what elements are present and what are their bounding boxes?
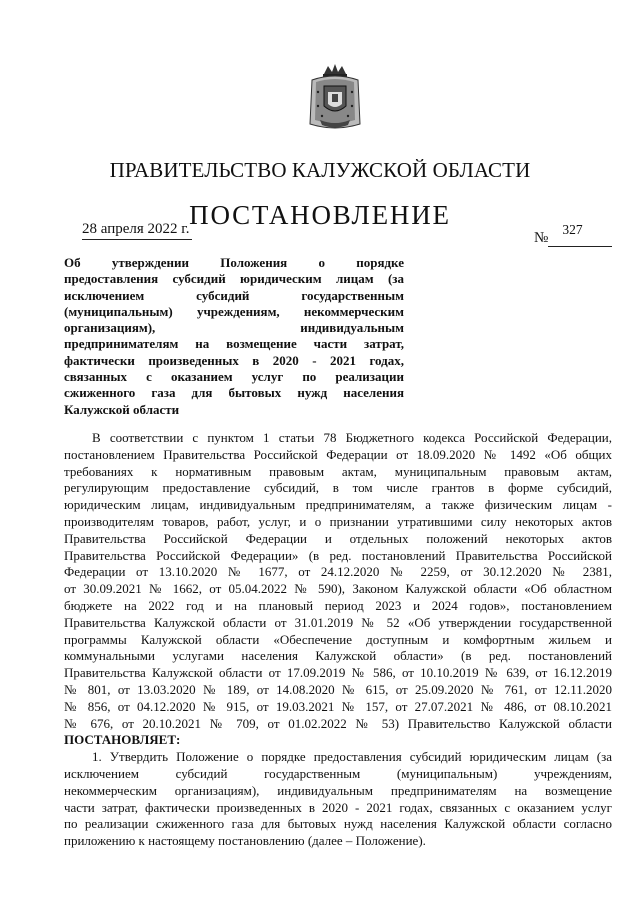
body-line: Правительства Калужской области от 31.01.2019 № 52 «Об утверждении государственной xyxy=(64,614,612,630)
body-line: коммунальными услугами населения Калужской области» (в ред. постановлений xyxy=(64,648,612,664)
coat-of-arms-emblem xyxy=(304,62,366,132)
subject-line: предоставления субсидий юридическим лицам (за xyxy=(64,271,404,287)
body-line: юридическим лицам, индивидуальным предпринимателям, а также физическим лицам - xyxy=(64,497,612,513)
document-date: 28 апреля 2022 г. xyxy=(82,221,192,240)
subject-line: Об утверждении Положения о порядке xyxy=(64,255,404,270)
body-line: № 856, от 04.12.2020 № 915, от 19.03.2021 № 157, от 27.07.2021 № 486, от 08.10.2021 xyxy=(64,698,612,714)
body-line: Правительства Российской Федерации» (в ред. постановлений Правительства Российской xyxy=(64,547,612,563)
item1-line: 1. Утвердить Положение о порядке предоставления субсидий юридическим лицам (за xyxy=(92,749,612,765)
document-number xyxy=(534,222,612,247)
subject-line: исключением субсидий государственным xyxy=(64,287,404,303)
number-value: 327 xyxy=(562,222,583,237)
document-type-title: ПОСТАНОВЛЕНИЕ xyxy=(189,200,451,230)
subject-line: Калужской области xyxy=(64,401,180,417)
body-line: Правительства Калужской области от 17.09.2019 № 586, от 10.10.2019 № 639, от 16.12.2019 xyxy=(64,665,612,681)
preamble-text xyxy=(64,430,612,850)
subject-line: организациям), индивидуальным xyxy=(64,320,404,336)
item1-line: исключением субсидий государственным (муниципальным) учреждениям, xyxy=(64,765,612,781)
body-line: регулирующим предоставление субсидий, в том числе грантов в форме субсидий, xyxy=(64,480,612,496)
body-line: Правительства Российской Федерации и отдельных положений некоторых актов xyxy=(64,530,612,546)
body-line: Федерации от 13.10.2020 № 1677, от 24.12.2020 № 2259, от 30.12.2020 № 2381, xyxy=(64,564,612,580)
item1-line: некоммерческим организациям), индивидуальным предпринимателям на возмещение xyxy=(64,782,612,798)
government-title: ПРАВИТЕЛЬСТВО КАЛУЖСКОЙ ОБЛАСТИ xyxy=(109,158,531,182)
body-line: бюджете на 2022 год и на плановый период 2023 и 2024 годов», постановлением xyxy=(64,597,612,613)
body-line: от 30.09.2021 № 1662, от 05.04.2022 № 590), Законом Калужской области «Об областном xyxy=(64,581,612,597)
subject-line: (муниципальным) учреждениям, некоммерческим xyxy=(64,303,404,319)
subject-line: фактически произведенных в 2020 - 2021 годах, xyxy=(64,352,404,368)
body-line: № 676, от 20.10.2021 № 709, от 01.02.2022 № 53) Правительство Калужской области xyxy=(64,715,612,731)
body-line: производителям товаров, работ, услуг, и о признании утратившими силу некоторых актов xyxy=(64,513,612,529)
subject-line: предпринимателям на возмещение части затрат, xyxy=(64,336,404,352)
body-line: В соответствии с пунктом 1 статьи 78 Бюджетного кодекса Российской Федерации, xyxy=(92,430,612,445)
subject-line: связанных с оказанием услуг по реализации xyxy=(64,369,404,385)
body-line: постановлением Правительства Российской Федерации от 18.09.2020 № 1492 «Об общих xyxy=(64,446,612,462)
subject-line: сжиженного газа для бытовых нужд населения xyxy=(64,385,404,401)
item1-line: части затрат, фактически произведенных в 2020 - 2021 годах, связанных с оказанием услуг xyxy=(64,799,612,815)
document-subject xyxy=(64,255,404,418)
number-underline xyxy=(548,222,612,247)
body-line: программы Калужской области «Обеспечение доступным и комфортным жильем и xyxy=(64,631,612,647)
body-line: № 801, от 13.03.2020 № 189, от 14.08.2020 № 615, от 25.09.2020 № 761, от 12.11.2020 xyxy=(64,681,612,697)
number-label: № xyxy=(534,230,549,246)
item1-line: по реализации сжиженного газа для бытовых нужд населения Калужской области согласно xyxy=(64,816,612,832)
body-line: требованиях к нормативным правовым актам, муниципальным правовым актам, xyxy=(64,463,612,479)
item1-line: приложению к настоящему постановлению (далее – Положение). xyxy=(64,833,426,849)
resolves-heading: ПОСТАНОВЛЯЕТ: xyxy=(64,732,181,748)
